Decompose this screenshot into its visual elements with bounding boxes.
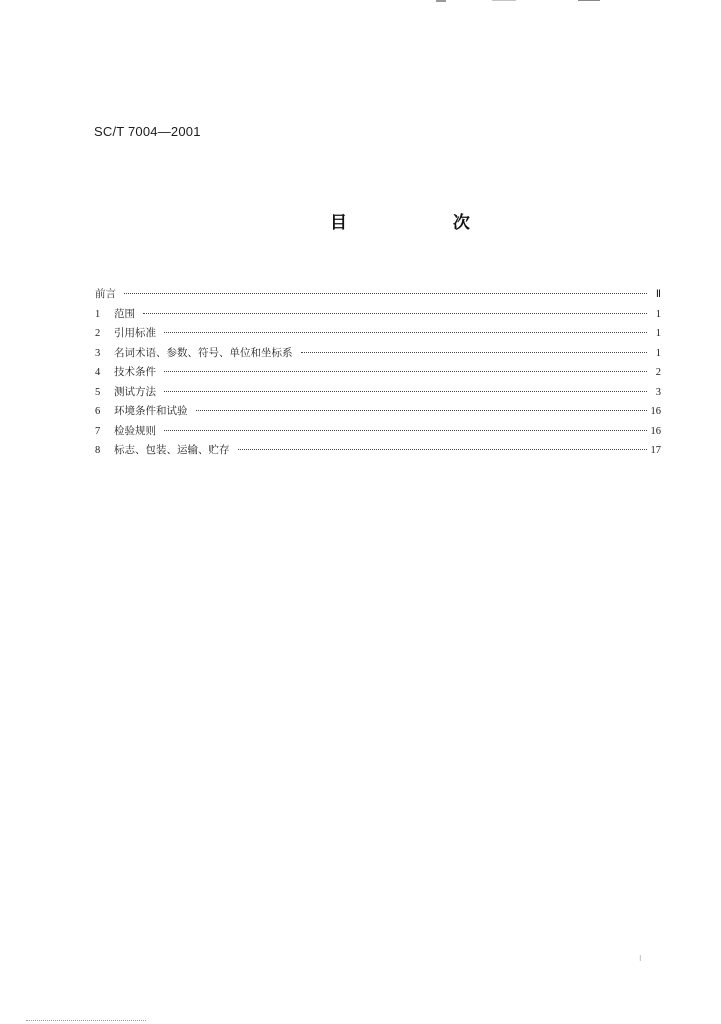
toc-entry-label: 测试方法 <box>114 385 156 398</box>
toc-entry-page: 16 <box>650 425 661 437</box>
scan-speck: ⁝ <box>639 954 642 963</box>
toc-leader-dots <box>164 391 647 392</box>
toc-entry-page: 16 <box>650 406 661 417</box>
scan-artifact <box>492 0 516 1</box>
standard-code: SC/T 7004—2001 <box>94 124 201 139</box>
toc-entry-page: 1 <box>655 328 661 339</box>
toc-entry-page: 1 <box>655 308 661 320</box>
toc-entry-terms[interactable] <box>95 345 661 365</box>
toc-entry-technical-conditions[interactable] <box>95 364 661 384</box>
toc-entry-references[interactable] <box>95 325 661 345</box>
toc-entry-page: 3 <box>655 386 661 398</box>
toc-entry-marking-packaging[interactable] <box>95 442 661 462</box>
table-of-contents <box>95 286 661 462</box>
toc-entry-number: 5 <box>95 386 101 398</box>
toc-entry-label: 检验规则 <box>114 424 156 437</box>
toc-leader-dots <box>164 430 647 431</box>
toc-entry-label: 范围 <box>114 307 135 320</box>
toc-title: 目 次 <box>330 213 520 233</box>
toc-leader-dots <box>124 293 647 294</box>
toc-entry-number: 8 <box>95 445 101 456</box>
toc-leader-dots <box>143 313 647 314</box>
toc-entry-label: 引用标准 <box>114 327 156 339</box>
toc-entry-label: 环境条件和试验 <box>114 405 188 417</box>
scan-artifact <box>26 1019 146 1021</box>
toc-entry-test-methods[interactable] <box>95 384 661 404</box>
toc-entry-page: 17 <box>650 445 661 456</box>
toc-entry-page: 1 <box>655 347 661 359</box>
toc-leader-dots <box>196 410 647 411</box>
toc-entry-number: 1 <box>95 308 101 320</box>
toc-entry-label: 技术条件 <box>114 366 156 378</box>
toc-entry-label: 名词术语、参数、符号、单位和坐标系 <box>114 346 293 359</box>
scan-artifact <box>578 0 600 1</box>
toc-entry-label: 标志、包装、运输、贮存 <box>114 444 230 456</box>
toc-leader-dots <box>238 449 647 450</box>
toc-leader-dots <box>301 352 648 353</box>
toc-entry-number: 2 <box>95 328 101 339</box>
toc-entry-number: 6 <box>95 406 101 417</box>
toc-entry-number: 4 <box>95 367 101 378</box>
toc-entry-scope[interactable] <box>95 306 661 326</box>
toc-entry-inspection-rules[interactable] <box>95 423 661 443</box>
toc-leader-dots <box>164 371 647 372</box>
toc-leader-dots <box>164 332 647 333</box>
toc-entry-foreword[interactable] <box>95 286 661 306</box>
toc-entry-number: 7 <box>95 425 101 437</box>
toc-entry-page: 2 <box>655 367 661 378</box>
toc-entry-label: 前言 <box>95 288 116 300</box>
toc-entry-number: 3 <box>95 347 101 359</box>
toc-entry-page: Ⅱ <box>655 289 661 300</box>
scan-artifact <box>436 0 446 2</box>
toc-entry-environment[interactable] <box>95 403 661 423</box>
